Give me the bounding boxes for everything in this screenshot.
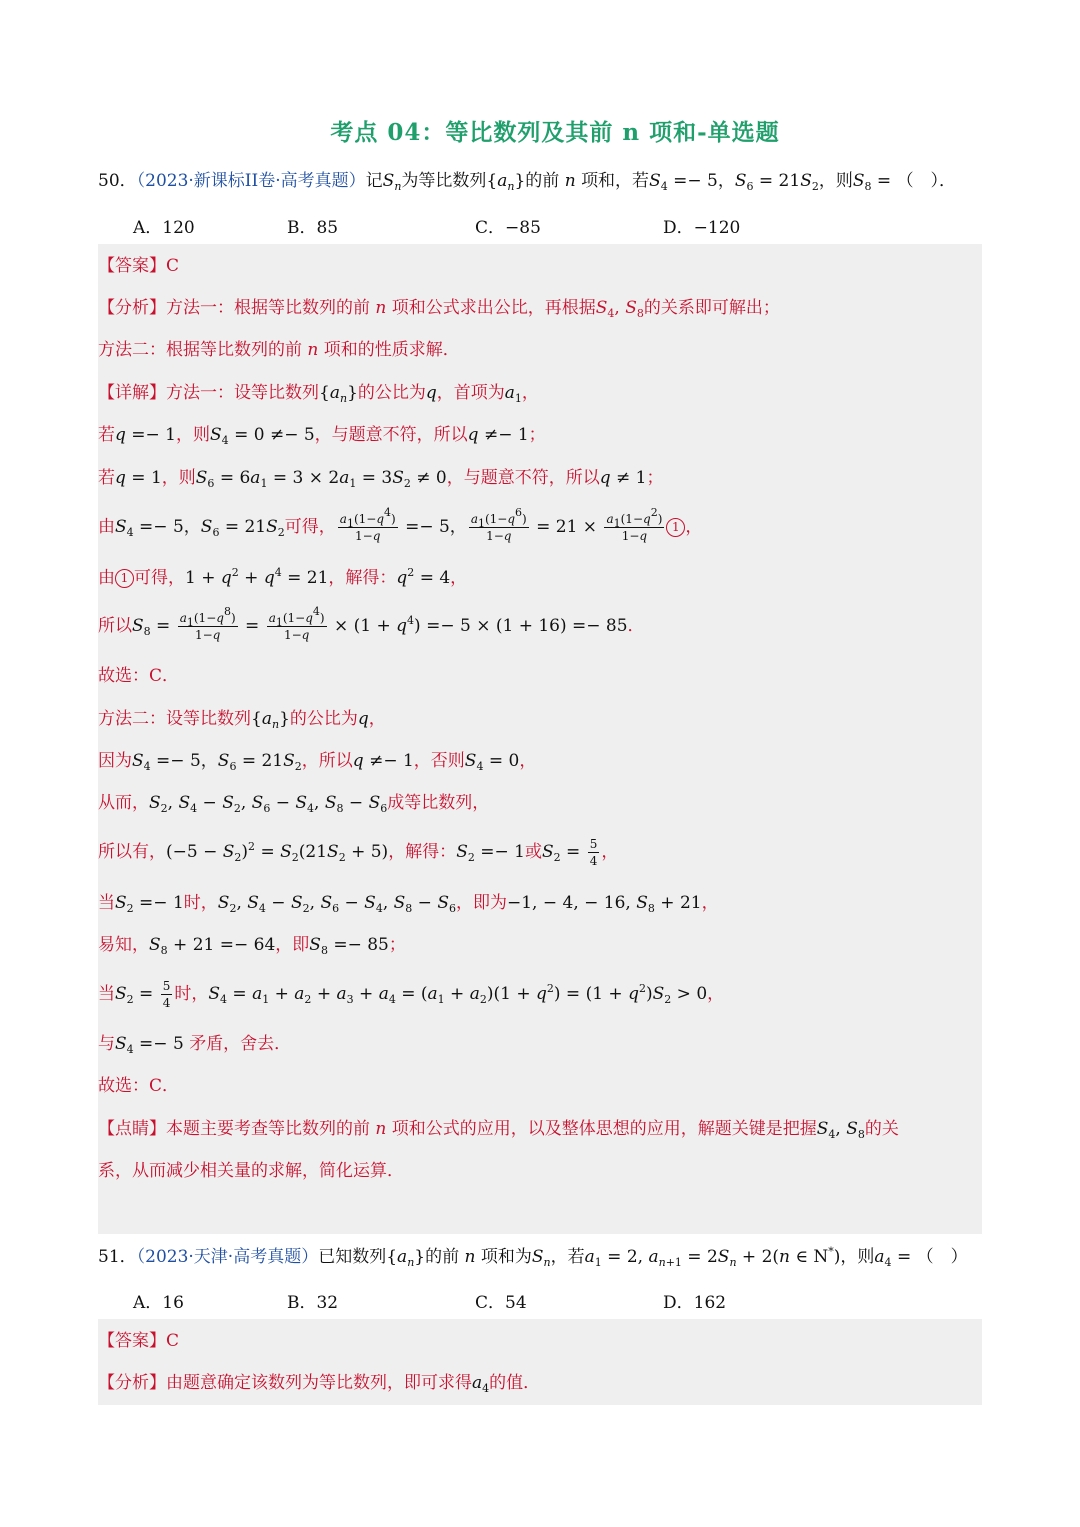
detail-50-line3: 若q = 1，则$S_6 = 6a_1 = 3 \times 2a_1 = 3S_2 \ne 0$，与题意不符，所以q ≠ 1； — [98, 468, 664, 490]
detail-50-line2: 若q =− 1，则$S_4 = 0 \ne- 5$，与题意不符，所以q ≠− 1； — [98, 425, 546, 447]
analysis-51: 【分析】由题意确定该数列为等比数列，即可求得$a_4$的值． — [98, 1373, 541, 1395]
detail-50-line4: 由$S_4 =- 5$，$S_6 = 21S_2$可得， $\frac{a_1(1-q^4)}{1-q}$ =− 5， $\frac{a_1(1-q^6)}{1-q}$ = 21 × $\frac{a_1(1-q^2)}{1-q}$ 1 ， — [98, 506, 703, 543]
option-d: D．162 — [663, 1293, 727, 1313]
detail-50-line8: 方法二：设等比数列$\{a_n\}$的公比为q， — [98, 709, 386, 731]
detail-50-line1: 【详解】方法一：设等比数列$\{a_n\}$的公比为q，首项为$a_1$， — [98, 383, 539, 405]
detail-50-line12: 当$S_2 =- 1$时，$S_2$, $S_4 - S_2$, $S_6 - S_4$, $S_8 - S_6$，即为−1, − 4, − 16, $S_8 + 21$， — [98, 893, 719, 915]
detail-50-line16: 故选：C． — [98, 1076, 180, 1096]
option-b: B．85 — [287, 218, 339, 238]
remark-50-line2: 系，从而减少相关量的求解，简化运算． — [98, 1161, 404, 1181]
option-a: A．16 — [133, 1293, 184, 1313]
answer-51: 【答案】C — [98, 1331, 180, 1351]
page-title: 考点 04：等比数列及其前 n 项和-单选题 — [330, 119, 780, 146]
answer-50: 【答案】C — [98, 256, 180, 276]
question-source: （2023·天津·高考真题） — [136, 1247, 319, 1267]
detail-50-line14: 当$S_2$ = $\frac{5}{4}$ 时，$S_4 = a_1 + a_2 + a_3 + a_4 = (a_1 + a_2)(1 + q^2) = (1 + q^2)S_2 > 0$， — [98, 979, 725, 1010]
analysis-50-line2: 方法二：根据等比数列的前 n 项和的性质求解． — [98, 340, 460, 360]
detail-50-line7: 故选：C． — [98, 666, 180, 686]
option-d: D．−120 — [663, 218, 741, 238]
detail-50-line13: 易知，$S_8 + 21 =- 64$，即$S_8 =- 85$； — [98, 935, 406, 957]
question-50-stem: 50．（2023·新课标II卷·高考真题）记$S_n$为等比数列$\{a_n\}$的前 n 项和，若$S_4 =- 5$，$S_6 = 21S_2$，则$S_8$ = （ ）． — [98, 171, 957, 193]
detail-50-line6: 所以$S_8$ = $\frac{a_1(1-q^8)}{1-q}$ = $\frac{a_1(1-q^4)}{1-q}$ × $(1 + q^4) =- 5 \times (1 + 16) =- 85$． — [98, 605, 645, 642]
analysis-50-line1: 【分析】方法一：根据等比数列的前 n 项和公式求出公比，再根据$S_4$, $S_8$的关系即可解出； — [98, 298, 780, 320]
remark-50-line1: 【点睛】本题主要考查等比数列的前 n 项和公式的应用，以及整体思想的应用，解题关键是把握$S_4$, $S_8$的关 — [98, 1119, 899, 1141]
option-c: C．54 — [475, 1293, 527, 1313]
detail-50-line5: 由 1 可得，$1 + q^2 + q^4 = 21$，解得：$q^2 = 4$， — [98, 566, 468, 588]
detail-50-line9: 因为$S_4 =- 5$，$S_6 = 21S_2$，所以q ≠− 1，否则$S_4 = 0$， — [98, 751, 537, 773]
detail-50-line11: 所以有，$(-5 - S_2)^2 = S_2(21S_2 + 5)$，解得：$S_2 =- 1$或$S_2$ = $\frac{5}{4}$ ， — [98, 837, 619, 868]
question-51-stem: 51．（2023·天津·高考真题）已知数列$\{a_n\}$的前 n 项和为$S_n$，若$a_1 = 2$, $a_{n+1} = 2S_n + 2(n$ ∈ N*)，则$a_4$ = （ ） — [98, 1245, 968, 1269]
option-a: A．120 — [133, 218, 195, 238]
option-c: C．−85 — [475, 218, 541, 238]
question-source: （2023·新课标II卷·高考真题） — [136, 171, 366, 191]
detail-50-line10: 从而，$S_2$, $S_4 - S_2$, $S_6 - S_4$, $S_8 - S_6$成等比数列， — [98, 793, 490, 815]
option-b: B．32 — [287, 1293, 339, 1313]
detail-50-line15: 与$S_4 =- 5$ 矛盾，舍去． — [98, 1034, 292, 1056]
